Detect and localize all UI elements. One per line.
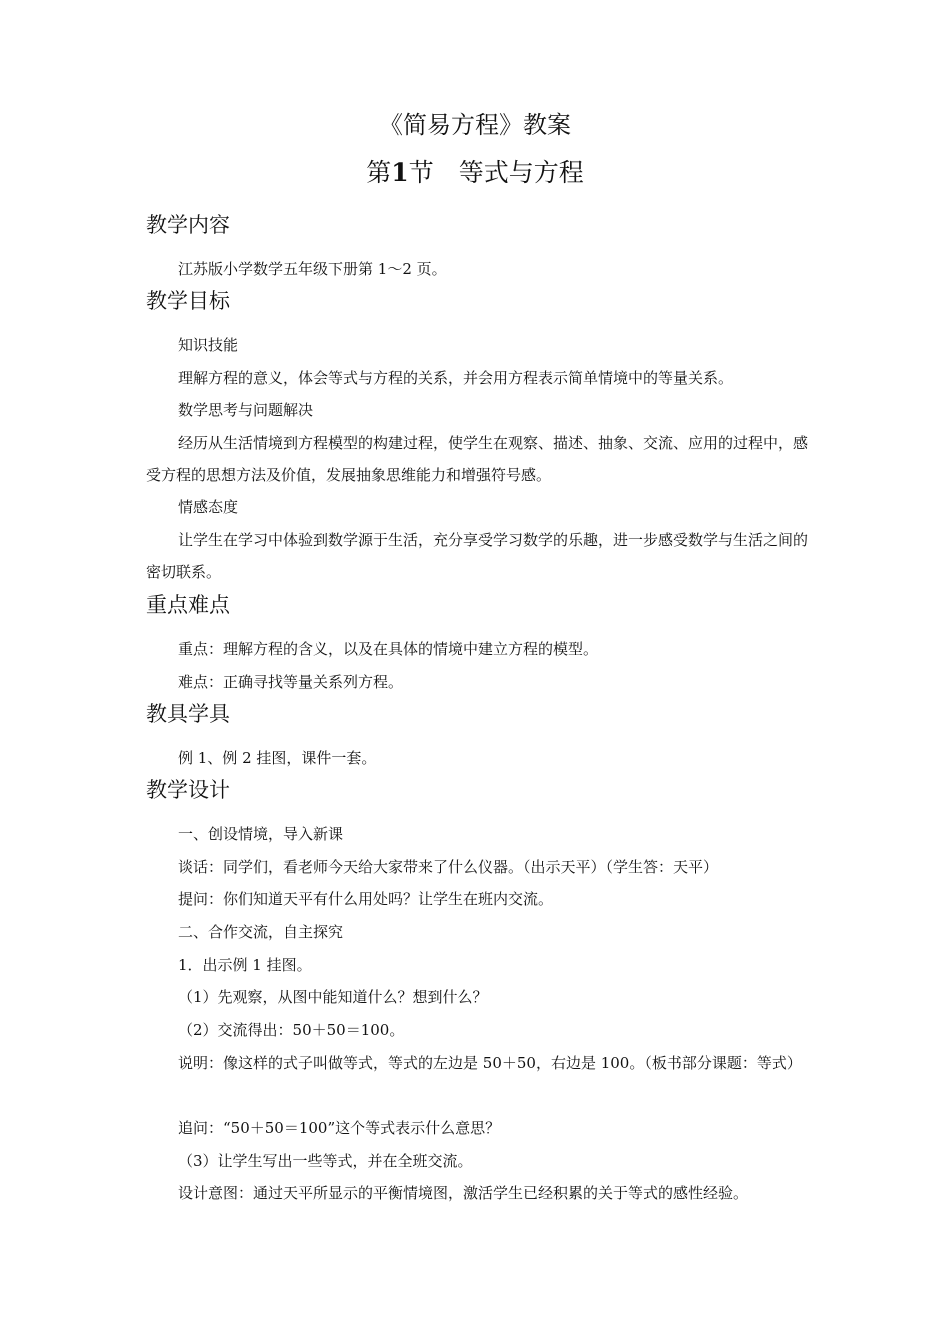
section-title [0, 158, 950, 188]
paragraph: 例 1、例 2 挂图，课件一套。 [178, 749, 377, 767]
paragraph: 说明：像这样的式子叫做等式，等式的左边是 50＋50，右边是 100。（板书部分课题：等式） [178, 1054, 802, 1072]
paragraph: 理解方程的意义，体会等式与方程的关系，并会用方程表示简单情境中的等量关系。 [178, 369, 734, 387]
paragraph: 难点：正确寻找等量关系列方程。 [178, 673, 404, 691]
paragraph: 数学思考与问题解决 [178, 401, 314, 419]
section-suffix: 节 等式与方程 [408, 158, 584, 187]
paragraph: 二、合作交流，自主探究 [178, 923, 344, 941]
paragraph: （2）交流得出：50＋50＝100。 [178, 1021, 405, 1039]
paragraph: 江苏版小学数学五年级下册第 1～2 页。 [178, 260, 447, 278]
paragraph: 提问：你们知道天平有什么用处吗？让学生在班内交流。 [178, 890, 554, 908]
heading-keypoints: 重点难点 [146, 593, 230, 617]
paragraph: 一、创设情境，导入新课 [178, 825, 344, 843]
heading-tools: 教具学具 [146, 702, 230, 726]
paragraph: 让学生在学习中体验到数学源于生活，充分享受学习数学的乐趣，进一步感受数学与生活之间的密切联系。 [146, 531, 809, 581]
document-title: 《简易方程》教案 [379, 111, 571, 139]
paragraph: 1．出示例 1 挂图。 [178, 956, 312, 974]
paragraph: 重点：理解方程的含义，以及在具体的情境中建立方程的模型。 [178, 640, 599, 658]
paragraph: （1）先观察，从图中能知道什么？想到什么？ [178, 988, 488, 1006]
heading-content: 教学内容 [146, 213, 230, 237]
paragraph: （3）让学生写出一些等式，并在全班交流。 [178, 1152, 473, 1170]
heading-goals: 教学目标 [146, 289, 230, 313]
paragraph: 谈话：同学们，看老师今天给大家带来了什么仪器。（出示天平）（学生答：天平） [178, 858, 719, 876]
paragraph: 经历从生活情境到方程模型的构建过程，使学生在观察、描述、抽象、交流、应用的过程中，感受方程的思想方法及价值，发展抽象思维能力和增强符号感。 [146, 434, 809, 484]
paragraph: 追问：“50＋50＝100”这个等式表示什么意思？ [178, 1119, 501, 1137]
paragraph: 情感态度 [178, 498, 239, 516]
section-number: 1 [391, 158, 409, 187]
paragraph: 知识技能 [178, 336, 239, 354]
paragraph: 设计意图：通过天平所显示的平衡情境图，激活学生已经积累的关于等式的感性经验。 [178, 1184, 749, 1202]
heading-design: 教学设计 [146, 778, 230, 802]
section-prefix: 第 [366, 158, 392, 187]
